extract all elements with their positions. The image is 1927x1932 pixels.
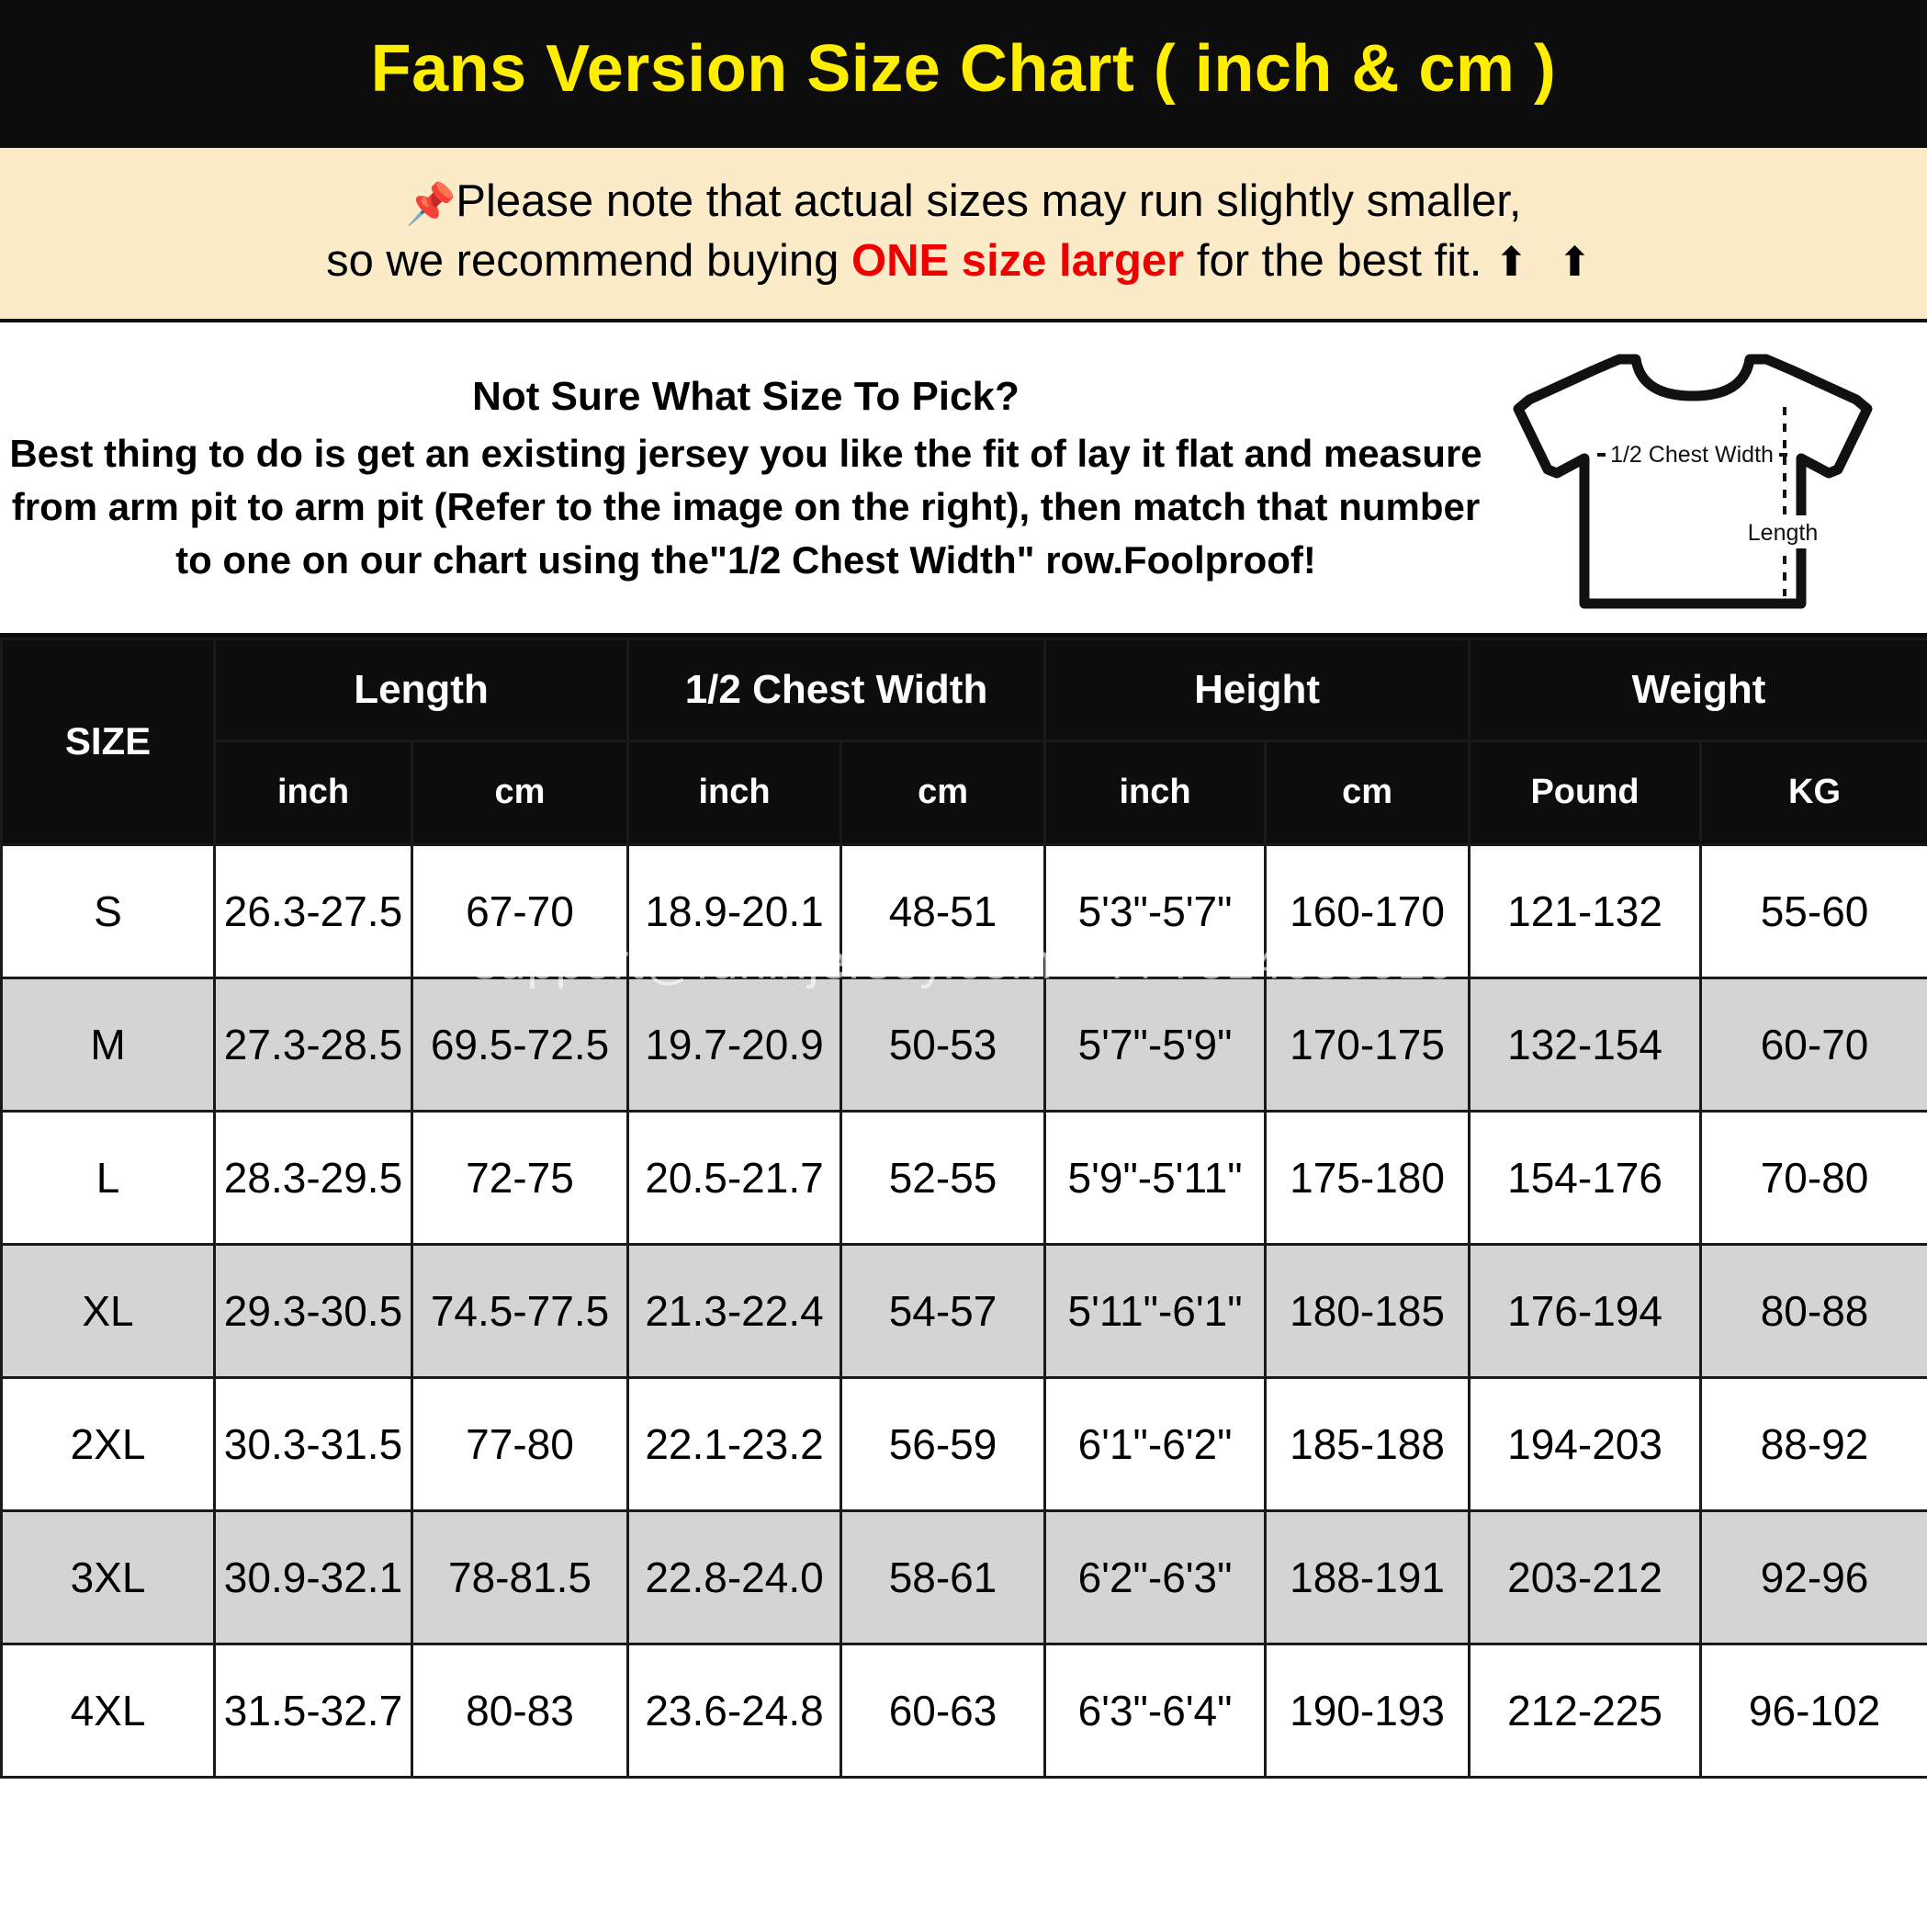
note-line-2 (18, 232, 1909, 291)
note-emphasis: ONE size larger (851, 236, 1185, 287)
note-banner (0, 144, 1927, 322)
cell-weight-pound: 121-132 (1470, 844, 1701, 977)
cell-length-inch: 30.9-32.1 (215, 1510, 412, 1644)
chest-width-label: 1/2 Chest Width (1610, 441, 1774, 468)
note-line-1 (18, 172, 1909, 232)
cell-size: XL (2, 1244, 215, 1377)
cell-length-cm: 74.5-77.5 (412, 1244, 628, 1377)
cell-chest-inch: 20.5-21.7 (628, 1111, 841, 1244)
cell-weight-pound: 194-203 (1470, 1377, 1701, 1510)
up-arrows-icon: ⬆ ⬆ (1493, 240, 1601, 286)
size-table (0, 638, 1927, 1779)
tshirt-icon (1509, 343, 1876, 618)
cell-height-cm: 160-170 (1266, 844, 1470, 977)
header-size: SIZE (2, 638, 215, 844)
cell-weight-kg: 55-60 (1701, 844, 1927, 977)
header-group-height: Height (1045, 638, 1470, 740)
length-label: Length (1747, 519, 1819, 546)
cell-chest-cm: 50-53 (841, 977, 1045, 1111)
header-unit-chest-cm: cm (841, 740, 1045, 844)
cell-weight-kg: 92-96 (1701, 1510, 1927, 1644)
cell-weight-pound: 212-225 (1470, 1644, 1701, 1777)
header-unit-chest-inch: inch (628, 740, 841, 844)
pushpin-icon: 📌 (405, 182, 456, 228)
header-group-length: Length (215, 638, 628, 740)
cell-chest-cm: 58-61 (841, 1510, 1045, 1644)
cell-weight-kg: 88-92 (1701, 1377, 1927, 1510)
cell-height-inch: 6'1"-6'2" (1045, 1377, 1266, 1510)
cell-weight-kg: 70-80 (1701, 1111, 1927, 1244)
help-body: Best thing to do is get an existing jersey you like the fit of lay it flat and measure from arm pit to arm pit (Refer to the image on the right), then match that number to one on our chart using the"1/2 Chest Width" row.Foolproof! (9, 432, 1482, 582)
cell-length-cm: 72-75 (412, 1111, 628, 1244)
cell-length-cm: 77-80 (412, 1377, 628, 1510)
cell-chest-inch: 18.9-20.1 (628, 844, 841, 977)
cell-weight-pound: 132-154 (1470, 977, 1701, 1111)
header-unit-height-inch: inch (1045, 740, 1266, 844)
cell-height-inch: 6'2"-6'3" (1045, 1510, 1266, 1644)
cell-chest-cm: 60-63 (841, 1644, 1045, 1777)
cell-chest-inch: 23.6-24.8 (628, 1644, 841, 1777)
cell-height-inch: 5'9"-5'11" (1045, 1111, 1266, 1244)
cell-length-inch: 28.3-29.5 (215, 1111, 412, 1244)
header-unit-length-cm: cm (412, 740, 628, 844)
header-unit-weight-pound: Pound (1470, 740, 1701, 844)
cell-chest-cm: 54-57 (841, 1244, 1045, 1377)
header-unit-height-cm: cm (1266, 740, 1470, 844)
cell-size: 3XL (2, 1510, 215, 1644)
tshirt-diagram (1495, 343, 1927, 618)
cell-weight-kg: 96-102 (1701, 1644, 1927, 1777)
table-row (2, 1377, 1927, 1510)
cell-weight-pound: 154-176 (1470, 1111, 1701, 1244)
cell-height-inch: 5'3"-5'7" (1045, 844, 1266, 977)
page-title: Fans Version Size Chart ( inch & cm ) (370, 32, 1557, 106)
cell-height-cm: 175-180 (1266, 1111, 1470, 1244)
cell-length-inch: 27.3-28.5 (215, 977, 412, 1111)
cell-length-inch: 26.3-27.5 (215, 844, 412, 977)
note-line-1-text: Please note that actual sizes may run slightly smaller, (456, 176, 1522, 227)
cell-length-cm: 69.5-72.5 (412, 977, 628, 1111)
help-title: Not Sure What Size To Pick? (472, 374, 1020, 419)
table-row (2, 1644, 1927, 1777)
header-group-chest-width: 1/2 Chest Width (628, 638, 1045, 740)
title-bar (0, 0, 1927, 144)
cell-height-cm: 185-188 (1266, 1377, 1470, 1510)
note-line-2-prefix: so we recommend buying (326, 236, 852, 287)
cell-length-inch: 30.3-31.5 (215, 1377, 412, 1510)
cell-length-cm: 80-83 (412, 1644, 628, 1777)
cell-chest-inch: 22.8-24.0 (628, 1510, 841, 1644)
table-body (2, 844, 1927, 1777)
note-line-2-suffix: for the best fit. (1184, 236, 1482, 287)
cell-weight-pound: 203-212 (1470, 1510, 1701, 1644)
header-unit-length-inch: inch (215, 740, 412, 844)
cell-size: L (2, 1111, 215, 1244)
cell-height-cm: 190-193 (1266, 1644, 1470, 1777)
cell-length-inch: 31.5-32.7 (215, 1644, 412, 1777)
table-row (2, 1244, 1927, 1377)
cell-chest-cm: 52-55 (841, 1111, 1045, 1244)
cell-height-inch: 5'11"-6'1" (1045, 1244, 1266, 1377)
help-text-block (0, 374, 1495, 587)
table-row (2, 844, 1927, 977)
cell-length-cm: 67-70 (412, 844, 628, 977)
cell-size: 2XL (2, 1377, 215, 1510)
cell-chest-inch: 19.7-20.9 (628, 977, 841, 1111)
header-group-weight: Weight (1470, 638, 1927, 740)
table-row (2, 1510, 1927, 1644)
contact-watermark: support@funinjersey.com +44 7514686010 (472, 934, 1455, 989)
cell-chest-inch: 21.3-22.4 (628, 1244, 841, 1377)
cell-length-inch: 29.3-30.5 (215, 1244, 412, 1377)
cell-weight-kg: 60-70 (1701, 977, 1927, 1111)
cell-size: 4XL (2, 1644, 215, 1777)
cell-height-inch: 5'7"-5'9" (1045, 977, 1266, 1111)
help-section (0, 322, 1927, 638)
cell-length-cm: 78-81.5 (412, 1510, 628, 1644)
table-row (2, 977, 1927, 1111)
table-unit-header-row (2, 740, 1927, 844)
cell-height-cm: 170-175 (1266, 977, 1470, 1111)
table-group-header-row (2, 638, 1927, 740)
cell-size: M (2, 977, 215, 1111)
table-head (2, 638, 1927, 844)
cell-weight-pound: 176-194 (1470, 1244, 1701, 1377)
cell-size: S (2, 844, 215, 977)
cell-height-cm: 188-191 (1266, 1510, 1470, 1644)
cell-chest-cm: 56-59 (841, 1377, 1045, 1510)
cell-chest-inch: 22.1-23.2 (628, 1377, 841, 1510)
cell-chest-cm: 48-51 (841, 844, 1045, 977)
cell-weight-kg: 80-88 (1701, 1244, 1927, 1377)
header-unit-weight-kg: KG (1701, 740, 1927, 844)
table-row (2, 1111, 1927, 1244)
cell-height-inch: 6'3"-6'4" (1045, 1644, 1266, 1777)
cell-height-cm: 180-185 (1266, 1244, 1470, 1377)
